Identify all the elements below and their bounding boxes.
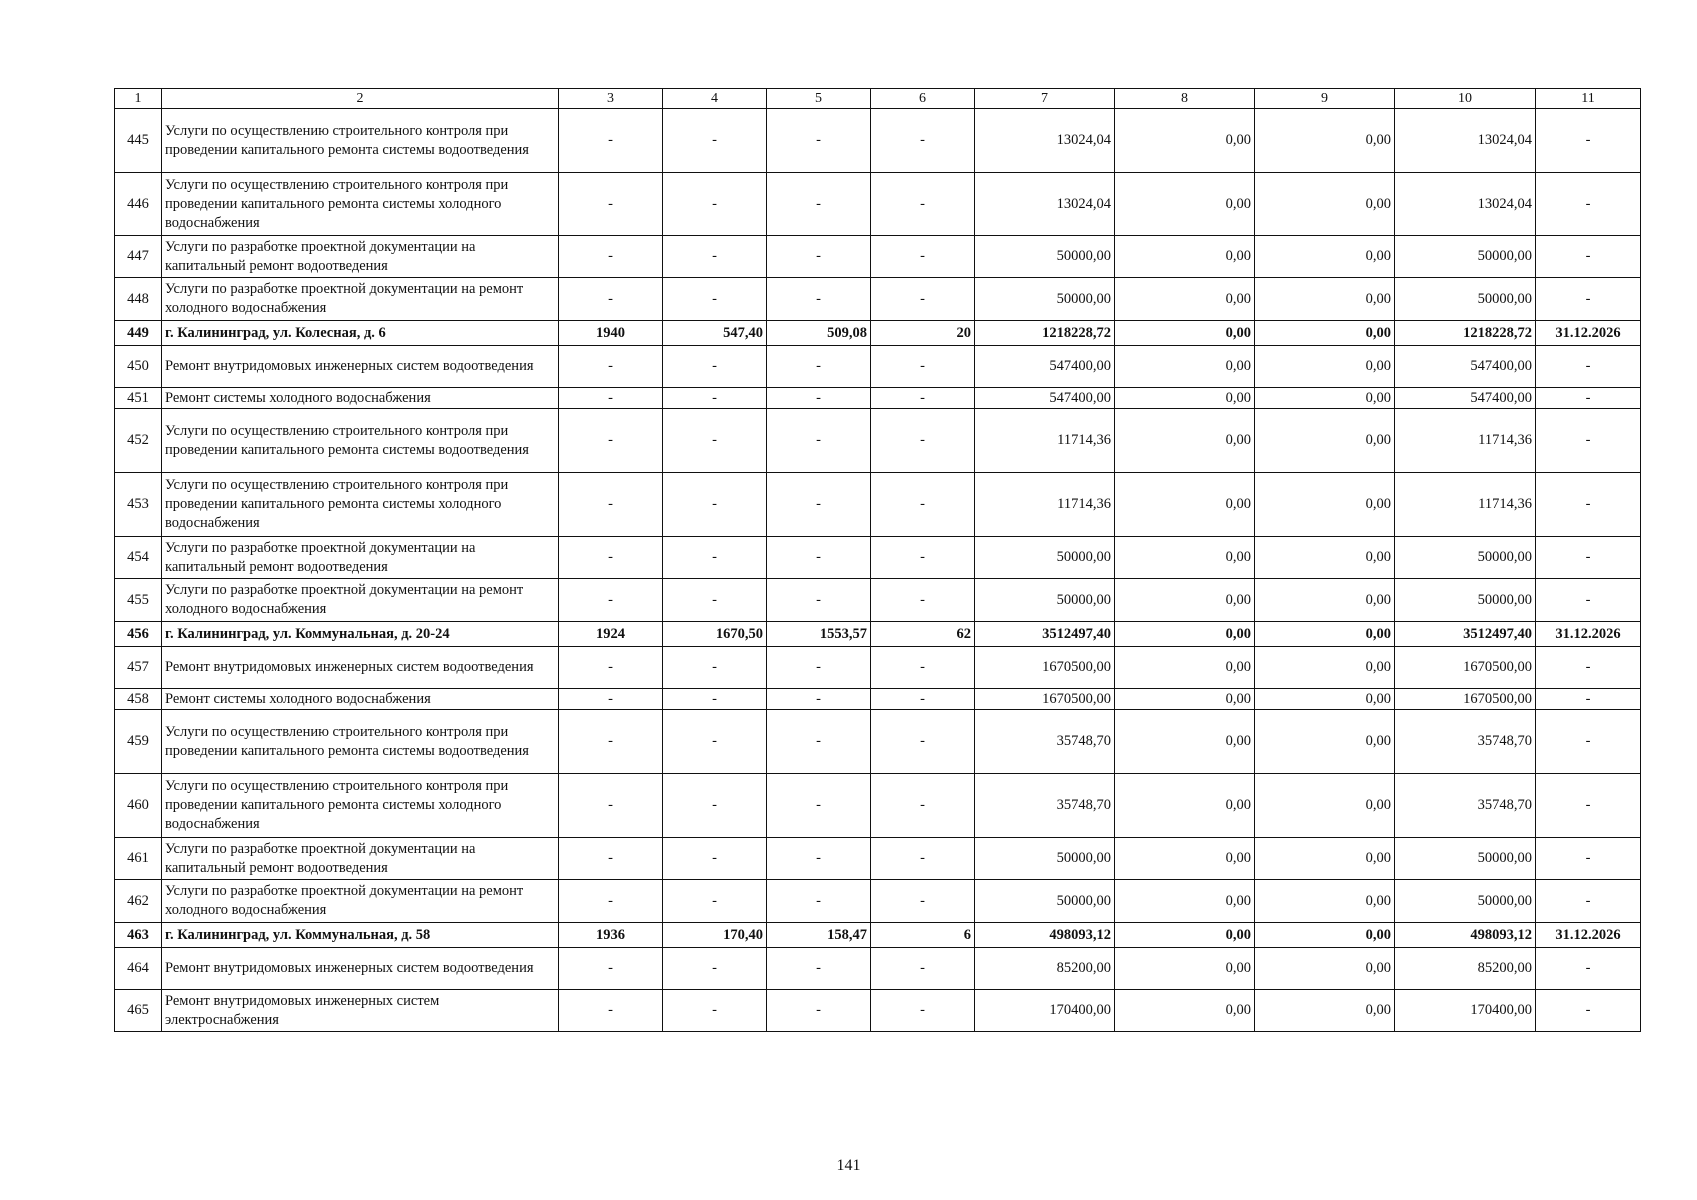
residents-cell: - bbox=[871, 236, 975, 278]
row-number-cell: 451 bbox=[115, 388, 162, 409]
area-living-cell: - bbox=[767, 537, 871, 579]
total-cost-cell: 13024,04 bbox=[975, 109, 1115, 173]
fund-cell: 0,00 bbox=[1115, 923, 1255, 948]
area-cell: - bbox=[663, 880, 767, 923]
deadline-cell: - bbox=[1536, 236, 1641, 278]
residents-cell: - bbox=[871, 838, 975, 880]
description-cell: Услуги по разработке проектной документации на капитальный ремонт водоотведения bbox=[162, 537, 559, 579]
owners-funds-cell: 50000,00 bbox=[1395, 278, 1536, 321]
area-living-cell: - bbox=[767, 388, 871, 409]
area-cell: - bbox=[663, 473, 767, 537]
area-cell: - bbox=[663, 409, 767, 473]
owners-funds-cell: 11714,36 bbox=[1395, 409, 1536, 473]
fund-cell: 0,00 bbox=[1115, 236, 1255, 278]
total-cost-cell: 11714,36 bbox=[975, 473, 1115, 537]
residents-cell: - bbox=[871, 278, 975, 321]
table-row bbox=[115, 880, 1641, 923]
residents-cell: 62 bbox=[871, 622, 975, 647]
budget-cell: 0,00 bbox=[1255, 236, 1395, 278]
fund-cell: 0,00 bbox=[1115, 278, 1255, 321]
budget-cell: 0,00 bbox=[1255, 647, 1395, 689]
fund-cell: 0,00 bbox=[1115, 710, 1255, 774]
area-cell: - bbox=[663, 647, 767, 689]
total-cost-cell: 50000,00 bbox=[975, 236, 1115, 278]
area-living-cell: - bbox=[767, 109, 871, 173]
row-number-cell: 455 bbox=[115, 579, 162, 622]
description-cell: Услуги по разработке проектной документации на ремонт холодного водоснабжения bbox=[162, 579, 559, 622]
fund-cell: 0,00 bbox=[1115, 321, 1255, 346]
total-cost-cell: 547400,00 bbox=[975, 346, 1115, 388]
description-cell: Ремонт внутридомовых инженерных систем водоотведения bbox=[162, 346, 559, 388]
residents-cell: 6 bbox=[871, 923, 975, 948]
owners-funds-cell: 85200,00 bbox=[1395, 948, 1536, 990]
fund-cell: 0,00 bbox=[1115, 109, 1255, 173]
total-cost-cell: 50000,00 bbox=[975, 537, 1115, 579]
row-number-cell: 461 bbox=[115, 838, 162, 880]
description-cell: Услуги по осуществлению строительного контроля при проведении капитального ремонта системы водоотведения bbox=[162, 109, 559, 173]
total-cost-cell: 547400,00 bbox=[975, 388, 1115, 409]
area-living-cell: - bbox=[767, 710, 871, 774]
row-number-cell: 458 bbox=[115, 689, 162, 710]
table-row bbox=[115, 622, 1641, 647]
column-header: 6 bbox=[871, 89, 975, 109]
fund-cell: 0,00 bbox=[1115, 838, 1255, 880]
area-cell: - bbox=[663, 236, 767, 278]
table-row bbox=[115, 774, 1641, 838]
deadline-cell: 31.12.2026 bbox=[1536, 321, 1641, 346]
deadline-cell: 31.12.2026 bbox=[1536, 622, 1641, 647]
area-cell: - bbox=[663, 838, 767, 880]
year-cell: - bbox=[559, 388, 663, 409]
year-cell: - bbox=[559, 948, 663, 990]
residents-cell: - bbox=[871, 880, 975, 923]
description-cell: г. Калининград, ул. Коммунальная, д. 58 bbox=[162, 923, 559, 948]
area-cell: - bbox=[663, 109, 767, 173]
row-number-cell: 449 bbox=[115, 321, 162, 346]
row-number-cell: 457 bbox=[115, 647, 162, 689]
budget-cell: 0,00 bbox=[1255, 710, 1395, 774]
deadline-cell: - bbox=[1536, 473, 1641, 537]
budget-cell: 0,00 bbox=[1255, 880, 1395, 923]
owners-funds-cell: 547400,00 bbox=[1395, 388, 1536, 409]
total-cost-cell: 11714,36 bbox=[975, 409, 1115, 473]
owners-funds-cell: 1670500,00 bbox=[1395, 647, 1536, 689]
residents-cell: - bbox=[871, 710, 975, 774]
year-cell: - bbox=[559, 278, 663, 321]
year-cell: - bbox=[559, 710, 663, 774]
area-living-cell: - bbox=[767, 173, 871, 236]
row-number-cell: 446 bbox=[115, 173, 162, 236]
budget-cell: 0,00 bbox=[1255, 537, 1395, 579]
residents-cell: - bbox=[871, 948, 975, 990]
column-header: 4 bbox=[663, 89, 767, 109]
table-row bbox=[115, 537, 1641, 579]
residents-cell: - bbox=[871, 689, 975, 710]
row-number-cell: 447 bbox=[115, 236, 162, 278]
area-cell: - bbox=[663, 579, 767, 622]
year-cell: - bbox=[559, 236, 663, 278]
residents-cell: - bbox=[871, 647, 975, 689]
column-header: 5 bbox=[767, 89, 871, 109]
table-row bbox=[115, 473, 1641, 537]
budget-cell: 0,00 bbox=[1255, 948, 1395, 990]
budget-cell: 0,00 bbox=[1255, 473, 1395, 537]
table-row bbox=[115, 948, 1641, 990]
table-row bbox=[115, 923, 1641, 948]
area-living-cell: - bbox=[767, 473, 871, 537]
description-cell: Услуги по разработке проектной документации на ремонт холодного водоснабжения bbox=[162, 278, 559, 321]
deadline-cell: - bbox=[1536, 579, 1641, 622]
year-cell: - bbox=[559, 409, 663, 473]
description-cell: Ремонт системы холодного водоснабжения bbox=[162, 689, 559, 710]
year-cell: - bbox=[559, 346, 663, 388]
budget-cell: 0,00 bbox=[1255, 622, 1395, 647]
total-cost-cell: 85200,00 bbox=[975, 948, 1115, 990]
year-cell: - bbox=[559, 537, 663, 579]
deadline-cell: - bbox=[1536, 647, 1641, 689]
deadline-cell: - bbox=[1536, 346, 1641, 388]
fund-cell: 0,00 bbox=[1115, 579, 1255, 622]
table-row bbox=[115, 647, 1641, 689]
year-cell: - bbox=[559, 838, 663, 880]
area-living-cell: - bbox=[767, 774, 871, 838]
budget-cell: 0,00 bbox=[1255, 774, 1395, 838]
row-number-cell: 463 bbox=[115, 923, 162, 948]
fund-cell: 0,00 bbox=[1115, 990, 1255, 1032]
budget-cell: 0,00 bbox=[1255, 109, 1395, 173]
owners-funds-cell: 35748,70 bbox=[1395, 710, 1536, 774]
row-number-cell: 459 bbox=[115, 710, 162, 774]
page-number: 141 bbox=[836, 1157, 861, 1174]
year-cell: - bbox=[559, 579, 663, 622]
residents-cell: - bbox=[871, 173, 975, 236]
area-living-cell: - bbox=[767, 838, 871, 880]
owners-funds-cell: 3512497,40 bbox=[1395, 622, 1536, 647]
area-living-cell: - bbox=[767, 689, 871, 710]
description-cell: Услуги по осуществлению строительного контроля при проведении капитального ремонта системы водоотведения bbox=[162, 409, 559, 473]
column-header: 1 bbox=[115, 89, 162, 109]
total-cost-cell: 13024,04 bbox=[975, 173, 1115, 236]
total-cost-cell: 1670500,00 bbox=[975, 647, 1115, 689]
area-cell: - bbox=[663, 173, 767, 236]
table-row bbox=[115, 321, 1641, 346]
total-cost-cell: 50000,00 bbox=[975, 880, 1115, 923]
row-number-cell: 464 bbox=[115, 948, 162, 990]
budget-cell: 0,00 bbox=[1255, 388, 1395, 409]
budget-cell: 0,00 bbox=[1255, 346, 1395, 388]
budget-cell: 0,00 bbox=[1255, 838, 1395, 880]
description-cell: Ремонт системы холодного водоснабжения bbox=[162, 388, 559, 409]
area-cell: - bbox=[663, 537, 767, 579]
year-cell: - bbox=[559, 473, 663, 537]
total-cost-cell: 35748,70 bbox=[975, 774, 1115, 838]
row-number-cell: 465 bbox=[115, 990, 162, 1032]
residents-cell: - bbox=[871, 990, 975, 1032]
area-living-cell: - bbox=[767, 579, 871, 622]
total-cost-cell: 35748,70 bbox=[975, 710, 1115, 774]
residents-cell: - bbox=[871, 774, 975, 838]
area-living-cell: 509,08 bbox=[767, 321, 871, 346]
row-number-cell: 462 bbox=[115, 880, 162, 923]
row-number-cell: 450 bbox=[115, 346, 162, 388]
year-cell: 1940 bbox=[559, 321, 663, 346]
area-living-cell: - bbox=[767, 880, 871, 923]
table-row bbox=[115, 278, 1641, 321]
area-living-cell: - bbox=[767, 409, 871, 473]
deadline-cell: - bbox=[1536, 388, 1641, 409]
budget-cell: 0,00 bbox=[1255, 409, 1395, 473]
fund-cell: 0,00 bbox=[1115, 537, 1255, 579]
owners-funds-cell: 50000,00 bbox=[1395, 838, 1536, 880]
description-cell: Услуги по разработке проектной документации на капитальный ремонт водоотведения bbox=[162, 236, 559, 278]
description-cell: Ремонт внутридомовых инженерных систем водоотведения bbox=[162, 647, 559, 689]
area-cell: - bbox=[663, 710, 767, 774]
fund-cell: 0,00 bbox=[1115, 689, 1255, 710]
area-cell: - bbox=[663, 990, 767, 1032]
fund-cell: 0,00 bbox=[1115, 409, 1255, 473]
deadline-cell: - bbox=[1536, 880, 1641, 923]
description-cell: Услуги по осуществлению строительного контроля при проведении капитального ремонта системы холодного водоснабжения bbox=[162, 774, 559, 838]
owners-funds-cell: 35748,70 bbox=[1395, 774, 1536, 838]
area-cell: - bbox=[663, 948, 767, 990]
table-row bbox=[115, 579, 1641, 622]
deadline-cell: - bbox=[1536, 948, 1641, 990]
total-cost-cell: 50000,00 bbox=[975, 579, 1115, 622]
column-header: 3 bbox=[559, 89, 663, 109]
area-cell: - bbox=[663, 346, 767, 388]
row-number-cell: 445 bbox=[115, 109, 162, 173]
owners-funds-cell: 498093,12 bbox=[1395, 923, 1536, 948]
row-number-cell: 452 bbox=[115, 409, 162, 473]
table-row bbox=[115, 236, 1641, 278]
residents-cell: - bbox=[871, 579, 975, 622]
fund-cell: 0,00 bbox=[1115, 173, 1255, 236]
row-number-cell: 448 bbox=[115, 278, 162, 321]
owners-funds-cell: 1670500,00 bbox=[1395, 689, 1536, 710]
column-header: 8 bbox=[1115, 89, 1255, 109]
deadline-cell: - bbox=[1536, 409, 1641, 473]
table-row bbox=[115, 173, 1641, 236]
owners-funds-cell: 170400,00 bbox=[1395, 990, 1536, 1032]
total-cost-cell: 50000,00 bbox=[975, 278, 1115, 321]
total-cost-cell: 1218228,72 bbox=[975, 321, 1115, 346]
description-cell: Услуги по осуществлению строительного контроля при проведении капитального ремонта системы холодного водоснабжения bbox=[162, 473, 559, 537]
owners-funds-cell: 1218228,72 bbox=[1395, 321, 1536, 346]
year-cell: - bbox=[559, 990, 663, 1032]
owners-funds-cell: 50000,00 bbox=[1395, 537, 1536, 579]
residents-cell: 20 bbox=[871, 321, 975, 346]
description-cell: г. Калининград, ул. Колесная, д. 6 bbox=[162, 321, 559, 346]
year-cell: - bbox=[559, 647, 663, 689]
residents-cell: - bbox=[871, 409, 975, 473]
table-header-row bbox=[115, 89, 1641, 109]
area-living-cell: 158,47 bbox=[767, 923, 871, 948]
area-cell: - bbox=[663, 774, 767, 838]
area-living-cell: - bbox=[767, 346, 871, 388]
column-header: 10 bbox=[1395, 89, 1536, 109]
area-cell: 170,40 bbox=[663, 923, 767, 948]
owners-funds-cell: 50000,00 bbox=[1395, 236, 1536, 278]
fund-cell: 0,00 bbox=[1115, 622, 1255, 647]
owners-funds-cell: 13024,04 bbox=[1395, 173, 1536, 236]
total-cost-cell: 1670500,00 bbox=[975, 689, 1115, 710]
deadline-cell: - bbox=[1536, 710, 1641, 774]
table-row bbox=[115, 838, 1641, 880]
total-cost-cell: 50000,00 bbox=[975, 838, 1115, 880]
owners-funds-cell: 11714,36 bbox=[1395, 473, 1536, 537]
table-row bbox=[115, 689, 1641, 710]
deadline-cell: - bbox=[1536, 689, 1641, 710]
total-cost-cell: 170400,00 bbox=[975, 990, 1115, 1032]
area-cell: 1670,50 bbox=[663, 622, 767, 647]
area-living-cell: 1553,57 bbox=[767, 622, 871, 647]
residents-cell: - bbox=[871, 109, 975, 173]
table-row bbox=[115, 990, 1641, 1032]
description-cell: Услуги по разработке проектной документации на ремонт холодного водоснабжения bbox=[162, 880, 559, 923]
deadline-cell: - bbox=[1536, 838, 1641, 880]
year-cell: - bbox=[559, 173, 663, 236]
year-cell: - bbox=[559, 689, 663, 710]
year-cell: - bbox=[559, 880, 663, 923]
row-number-cell: 456 bbox=[115, 622, 162, 647]
year-cell: - bbox=[559, 774, 663, 838]
column-header: 2 bbox=[162, 89, 559, 109]
deadline-cell: - bbox=[1536, 173, 1641, 236]
deadline-cell: - bbox=[1536, 774, 1641, 838]
residents-cell: - bbox=[871, 388, 975, 409]
table-row bbox=[115, 109, 1641, 173]
budget-table bbox=[114, 88, 1641, 1032]
residents-cell: - bbox=[871, 537, 975, 579]
description-cell: Ремонт внутридомовых инженерных систем электроснабжения bbox=[162, 990, 559, 1032]
table-row bbox=[115, 388, 1641, 409]
area-living-cell: - bbox=[767, 236, 871, 278]
total-cost-cell: 498093,12 bbox=[975, 923, 1115, 948]
column-header: 7 bbox=[975, 89, 1115, 109]
area-living-cell: - bbox=[767, 948, 871, 990]
year-cell: - bbox=[559, 109, 663, 173]
budget-cell: 0,00 bbox=[1255, 923, 1395, 948]
deadline-cell: - bbox=[1536, 109, 1641, 173]
residents-cell: - bbox=[871, 346, 975, 388]
description-cell: Услуги по осуществлению строительного контроля при проведении капитального ремонта системы водоотведения bbox=[162, 710, 559, 774]
fund-cell: 0,00 bbox=[1115, 774, 1255, 838]
description-cell: Услуги по разработке проектной документации на капитальный ремонт водоотведения bbox=[162, 838, 559, 880]
row-number-cell: 454 bbox=[115, 537, 162, 579]
row-number-cell: 460 bbox=[115, 774, 162, 838]
column-header: 11 bbox=[1536, 89, 1641, 109]
area-cell: 547,40 bbox=[663, 321, 767, 346]
column-header: 9 bbox=[1255, 89, 1395, 109]
deadline-cell: - bbox=[1536, 990, 1641, 1032]
total-cost-cell: 3512497,40 bbox=[975, 622, 1115, 647]
row-number-cell: 453 bbox=[115, 473, 162, 537]
fund-cell: 0,00 bbox=[1115, 388, 1255, 409]
area-cell: - bbox=[663, 278, 767, 321]
description-cell: г. Калининград, ул. Коммунальная, д. 20-24 bbox=[162, 622, 559, 647]
table-row bbox=[115, 409, 1641, 473]
table-row bbox=[115, 710, 1641, 774]
owners-funds-cell: 547400,00 bbox=[1395, 346, 1536, 388]
area-cell: - bbox=[663, 388, 767, 409]
budget-cell: 0,00 bbox=[1255, 278, 1395, 321]
area-living-cell: - bbox=[767, 990, 871, 1032]
fund-cell: 0,00 bbox=[1115, 473, 1255, 537]
description-cell: Ремонт внутридомовых инженерных систем водоотведения bbox=[162, 948, 559, 990]
table-row bbox=[115, 346, 1641, 388]
budget-cell: 0,00 bbox=[1255, 579, 1395, 622]
fund-cell: 0,00 bbox=[1115, 647, 1255, 689]
year-cell: 1936 bbox=[559, 923, 663, 948]
area-cell: - bbox=[663, 689, 767, 710]
area-living-cell: - bbox=[767, 278, 871, 321]
budget-cell: 0,00 bbox=[1255, 173, 1395, 236]
budget-cell: 0,00 bbox=[1255, 689, 1395, 710]
deadline-cell: 31.12.2026 bbox=[1536, 923, 1641, 948]
budget-cell: 0,00 bbox=[1255, 990, 1395, 1032]
deadline-cell: - bbox=[1536, 278, 1641, 321]
budget-cell: 0,00 bbox=[1255, 321, 1395, 346]
year-cell: 1924 bbox=[559, 622, 663, 647]
fund-cell: 0,00 bbox=[1115, 948, 1255, 990]
residents-cell: - bbox=[871, 473, 975, 537]
description-cell: Услуги по осуществлению строительного контроля при проведении капитального ремонта системы холодного водоснабжения bbox=[162, 173, 559, 236]
fund-cell: 0,00 bbox=[1115, 346, 1255, 388]
owners-funds-cell: 50000,00 bbox=[1395, 579, 1536, 622]
owners-funds-cell: 50000,00 bbox=[1395, 880, 1536, 923]
area-living-cell: - bbox=[767, 647, 871, 689]
deadline-cell: - bbox=[1536, 537, 1641, 579]
fund-cell: 0,00 bbox=[1115, 880, 1255, 923]
owners-funds-cell: 13024,04 bbox=[1395, 109, 1536, 173]
